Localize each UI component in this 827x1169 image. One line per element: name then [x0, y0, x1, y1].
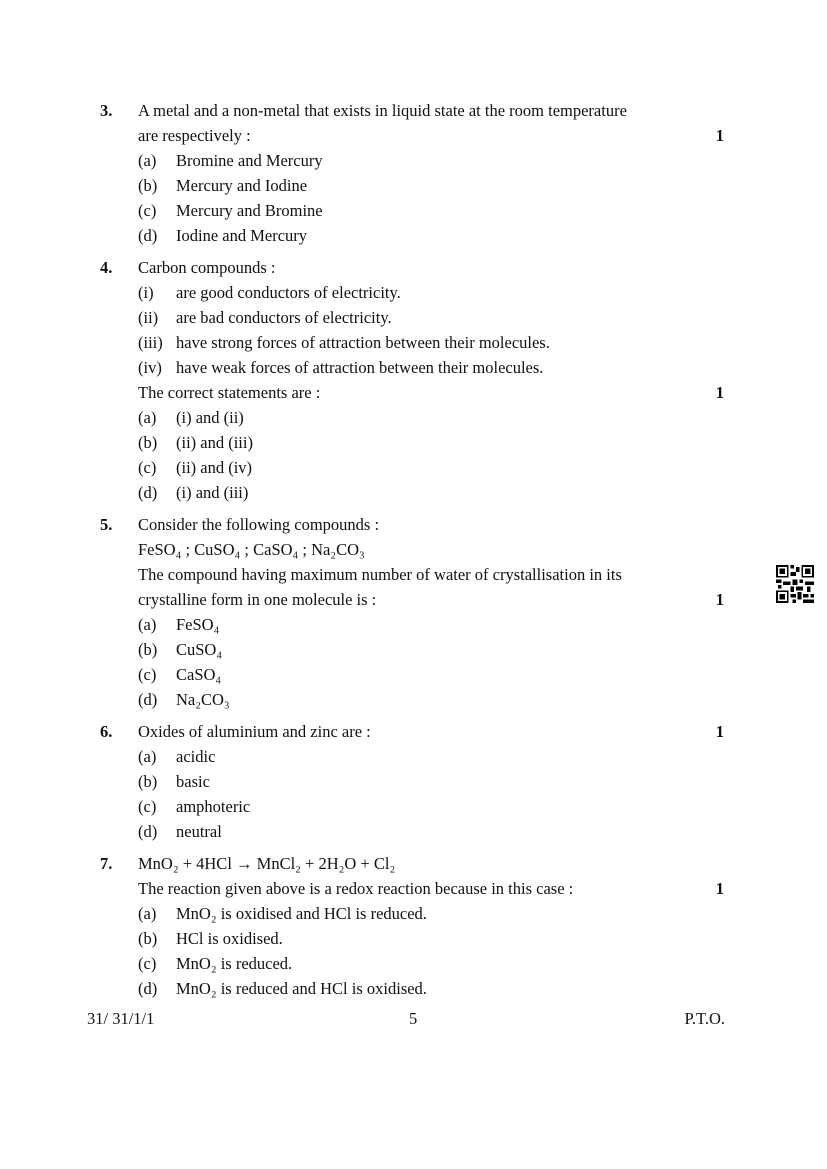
question-number: 6. [100, 722, 113, 741]
option-text: FeSO₄ [176, 615, 220, 634]
option [138, 769, 730, 794]
option [138, 951, 730, 976]
question-text-line [138, 512, 730, 537]
option-text: HCl is oxidised. [176, 929, 283, 948]
option-text: MnO₂ is reduced. [176, 954, 293, 973]
option-text: basic [176, 772, 210, 791]
option-text: amphoteric [176, 797, 251, 816]
option [138, 819, 730, 844]
option-label: (b) [138, 433, 158, 452]
option-label: (d) [138, 690, 158, 709]
option-label: (c) [138, 954, 157, 973]
option-label: (b) [138, 640, 158, 659]
option-text: neutral [176, 822, 222, 841]
marks-label: 1 [715, 879, 724, 898]
option-label: (c) [138, 458, 157, 477]
question-text: The correct statements are : [138, 383, 321, 402]
question-text: The compound having maximum number of water of crystallisation in its [138, 565, 622, 584]
question-text-line [138, 123, 730, 148]
option [138, 637, 730, 662]
question-3 [100, 98, 730, 248]
option [138, 455, 730, 480]
option-text: Mercury and Iodine [176, 176, 308, 195]
option [138, 173, 730, 198]
option-text: MnO₂ is oxidised and HCl is reduced. [176, 904, 427, 923]
option [138, 430, 730, 455]
question-text: are respectively : [138, 126, 251, 145]
question-number: 5. [100, 515, 113, 534]
option-label: (d) [138, 483, 158, 502]
question-text: The reaction given above is a redox reaction because in this case : [138, 879, 574, 898]
question-number: 3. [100, 101, 113, 120]
statement-label: (iii) [138, 333, 163, 352]
option [138, 976, 730, 1001]
question-text: Consider the following compounds : [138, 515, 380, 534]
option-label: (a) [138, 151, 157, 170]
option [138, 901, 730, 926]
option [138, 744, 730, 769]
option-label: (a) [138, 615, 157, 634]
option [138, 405, 730, 430]
statement-text: are bad conductors of electricity. [176, 308, 392, 327]
qr-code-icon [776, 565, 814, 603]
option-text: (ii) and (iv) [176, 458, 253, 477]
question-text: A metal and a non-metal that exists in liquid state at the room temperature [138, 101, 627, 120]
paper-code: 31/ 31/1/1 [87, 1009, 155, 1028]
question-text: MnO₂ + 4HCl → MnCl₂ + 2H₂O + Cl₂ [138, 854, 396, 873]
question-5 [100, 512, 730, 712]
option-text: MnO₂ is reduced and HCl is oxidised. [176, 979, 427, 998]
option-text: (ii) and (iii) [176, 433, 253, 452]
option [138, 926, 730, 951]
option-label: (a) [138, 904, 157, 923]
marks-label: 1 [715, 590, 724, 609]
statement-text: are good conductors of electricity. [176, 283, 401, 302]
option-label: (b) [138, 176, 158, 195]
option [138, 148, 730, 173]
question-text-line [138, 255, 730, 280]
pto-label: P.T.O. [684, 1009, 725, 1028]
question-text-line [138, 851, 730, 876]
statement-text: have strong forces of attraction between their molecules. [176, 333, 550, 352]
question-text-line [138, 876, 730, 901]
option [138, 662, 730, 687]
question-number: 7. [100, 854, 113, 873]
option-label: (b) [138, 772, 158, 791]
page-footer [87, 1008, 725, 1030]
option-text: (i) and (iii) [176, 483, 249, 502]
question-text: Oxides of aluminium and zinc are : [138, 722, 371, 741]
statement-label: (ii) [138, 308, 159, 327]
page-number: 5 [409, 1009, 418, 1028]
statement [138, 330, 730, 355]
question-text-line [138, 587, 730, 612]
option-text: Bromine and Mercury [176, 151, 323, 170]
question-text: Carbon compounds : [138, 258, 276, 277]
statement [138, 305, 730, 330]
question-text-line [138, 537, 730, 562]
option [138, 687, 730, 712]
option [138, 794, 730, 819]
question-text-line [138, 562, 730, 587]
question-text: FeSO₄ ; CuSO₄ ; CaSO₄ ; Na₂CO₃ [138, 540, 365, 559]
option-text: Na₂CO₃ [176, 690, 230, 709]
option-text: CuSO₄ [176, 640, 223, 659]
option [138, 480, 730, 505]
statement-label: (iv) [138, 358, 162, 377]
option-text: (i) and (ii) [176, 408, 244, 427]
option-label: (d) [138, 979, 158, 998]
question-list [100, 98, 730, 1008]
statement [138, 280, 730, 305]
option-text: acidic [176, 747, 216, 766]
option-label: (a) [138, 408, 157, 427]
option-text: Mercury and Bromine [176, 201, 323, 220]
marks-label: 1 [715, 383, 724, 402]
question-text-line [138, 719, 730, 744]
statement [138, 355, 730, 380]
question-number: 4. [100, 258, 113, 277]
question-4 [100, 255, 730, 505]
question-6 [100, 719, 730, 844]
statement-text: have weak forces of attraction between their molecules. [176, 358, 544, 377]
option-label: (c) [138, 665, 157, 684]
option [138, 612, 730, 637]
question-text-line [138, 380, 730, 405]
option-label: (c) [138, 201, 157, 220]
option-text: Iodine and Mercury [176, 226, 308, 245]
option-label: (c) [138, 797, 157, 816]
option [138, 223, 730, 248]
marks-label: 1 [715, 722, 724, 741]
question-text-line [138, 98, 730, 123]
question-7 [100, 851, 730, 1001]
option [138, 198, 730, 223]
question-text: crystalline form in one molecule is : [138, 590, 377, 609]
option-label: (d) [138, 226, 158, 245]
option-label: (a) [138, 747, 157, 766]
statement-label: (i) [138, 283, 154, 302]
option-label: (b) [138, 929, 158, 948]
option-text: CaSO₄ [176, 665, 222, 684]
option-label: (d) [138, 822, 158, 841]
marks-label: 1 [715, 126, 724, 145]
